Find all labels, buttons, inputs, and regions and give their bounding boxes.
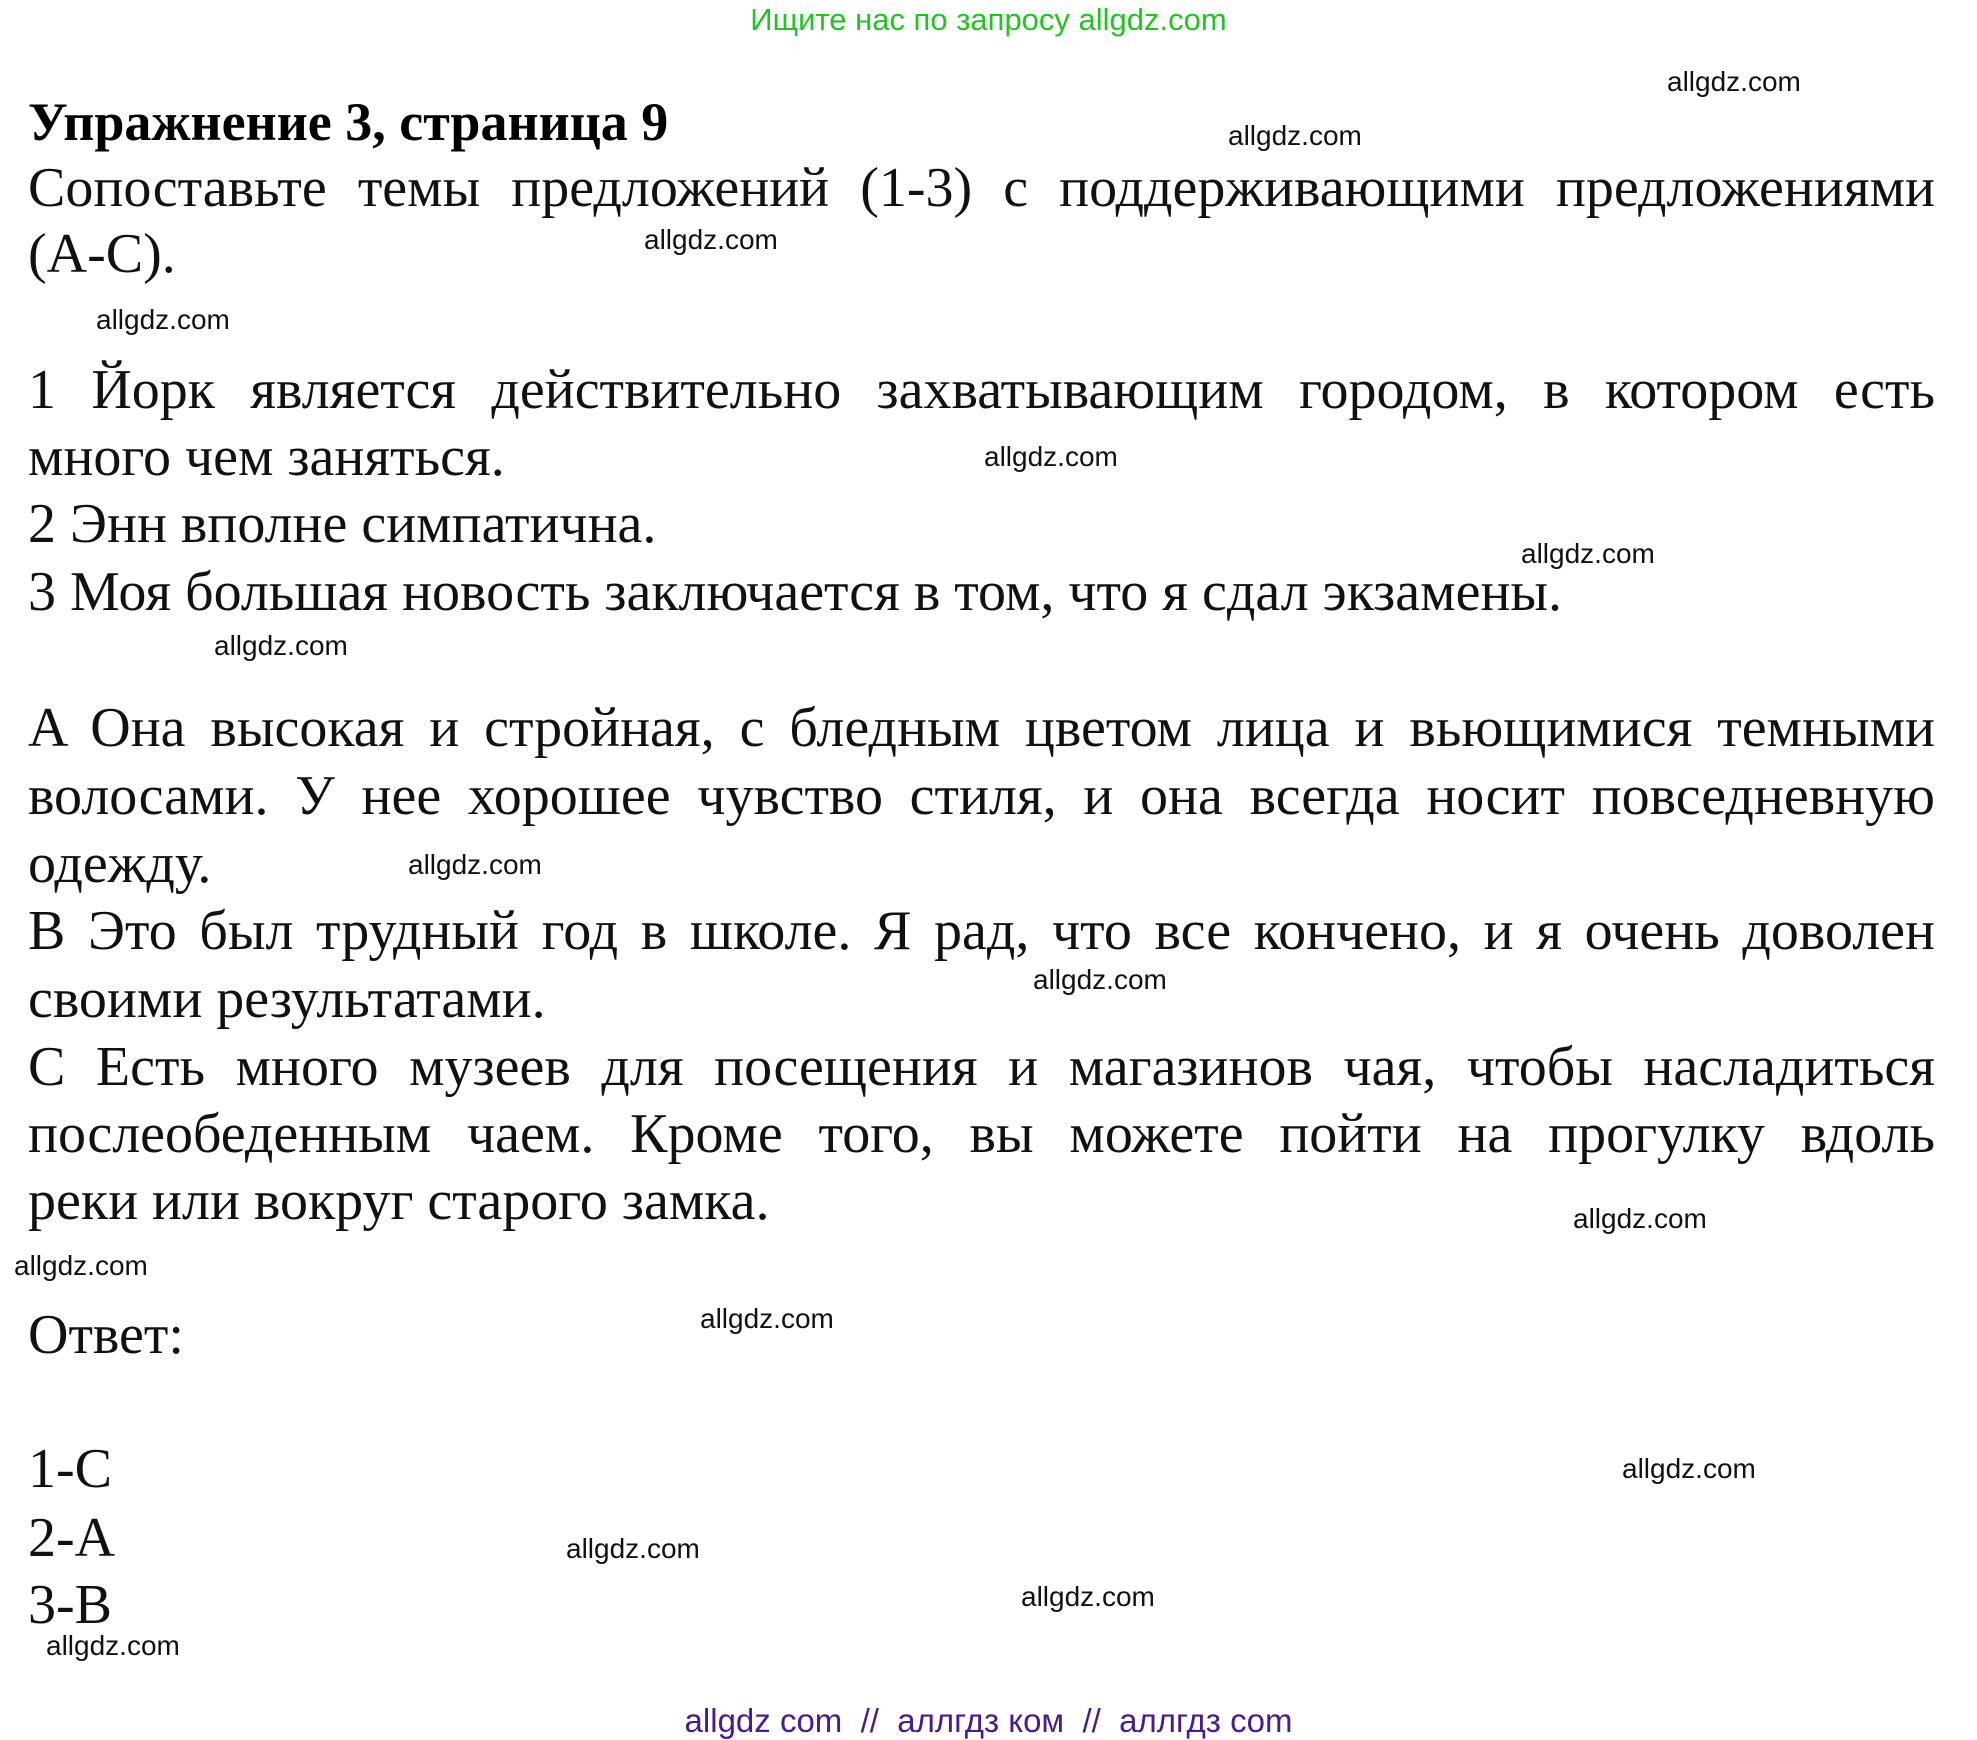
topic-sentence-1: много чем заняться.: [28, 426, 505, 488]
search-hint-banner: Ищите нас по запросу allgdz.com: [750, 2, 1227, 37]
watermark: allgdz.com: [14, 1250, 148, 1281]
supporting-c: послеобеденным чаем. Кроме того, вы можете пойти на прогулку вдоль: [28, 1103, 1935, 1165]
watermark: allgdz.com: [700, 1303, 834, 1334]
topic-sentence-2: 2 Энн вполне симпатична.: [28, 493, 657, 555]
watermark: allgdz.com: [984, 441, 1118, 472]
watermark: allgdz.com: [644, 224, 778, 255]
watermark: allgdz.com: [214, 630, 348, 661]
watermark: allgdz.com: [1021, 1581, 1155, 1612]
supporting-c: C Есть много музеев для посещения и магазинов чая, чтобы насладиться: [28, 1036, 1935, 1098]
task-line: (A-C).: [28, 223, 176, 285]
supporting-c: реки или вокруг старого замка.: [28, 1170, 770, 1232]
watermark: allgdz.com: [1667, 66, 1801, 97]
watermark: allgdz.com: [1228, 120, 1362, 151]
answer-item: 3-B: [28, 1574, 112, 1636]
watermark: allgdz.com: [1622, 1453, 1756, 1484]
answer-label: Ответ:: [28, 1304, 184, 1366]
supporting-b: своими результатами.: [28, 968, 546, 1030]
supporting-a: волосами. У нее хорошее чувство стиля, и она всегда носит повседневную: [28, 765, 1935, 827]
supporting-a: одежду.: [28, 833, 212, 895]
supporting-a: A Она высокая и стройная, с бледным цветом лица и вьющимися темными: [28, 697, 1935, 759]
topic-sentence-3: 3 Моя большая новость заключается в том, что я сдал экзамены.: [28, 561, 1563, 623]
watermark: allgdz.com: [566, 1533, 700, 1564]
answer-item: 2-A: [28, 1507, 116, 1569]
page-title: Упражнение 3, страница 9: [28, 92, 669, 152]
task-line: Сопоставьте темы предложений (1-3) с поддерживающими предложениями: [28, 157, 1935, 219]
footer-links: allgdz com // аллгдз ком // аллгдз com: [684, 1702, 1293, 1739]
answer-item: 1-C: [28, 1438, 112, 1500]
watermark: allgdz.com: [96, 304, 230, 335]
supporting-b: B Это был трудный год в школе. Я рад, что все кончено, и я очень доволен: [28, 900, 1935, 962]
watermark: allgdz.com: [1033, 964, 1167, 995]
watermark: allgdz.com: [46, 1630, 180, 1661]
watermark: allgdz.com: [1521, 538, 1655, 569]
topic-sentence-1: 1 Йорк является действительно захватывающим городом, в котором есть: [28, 359, 1935, 421]
watermark: allgdz.com: [408, 849, 542, 880]
watermark: allgdz.com: [1573, 1203, 1707, 1234]
